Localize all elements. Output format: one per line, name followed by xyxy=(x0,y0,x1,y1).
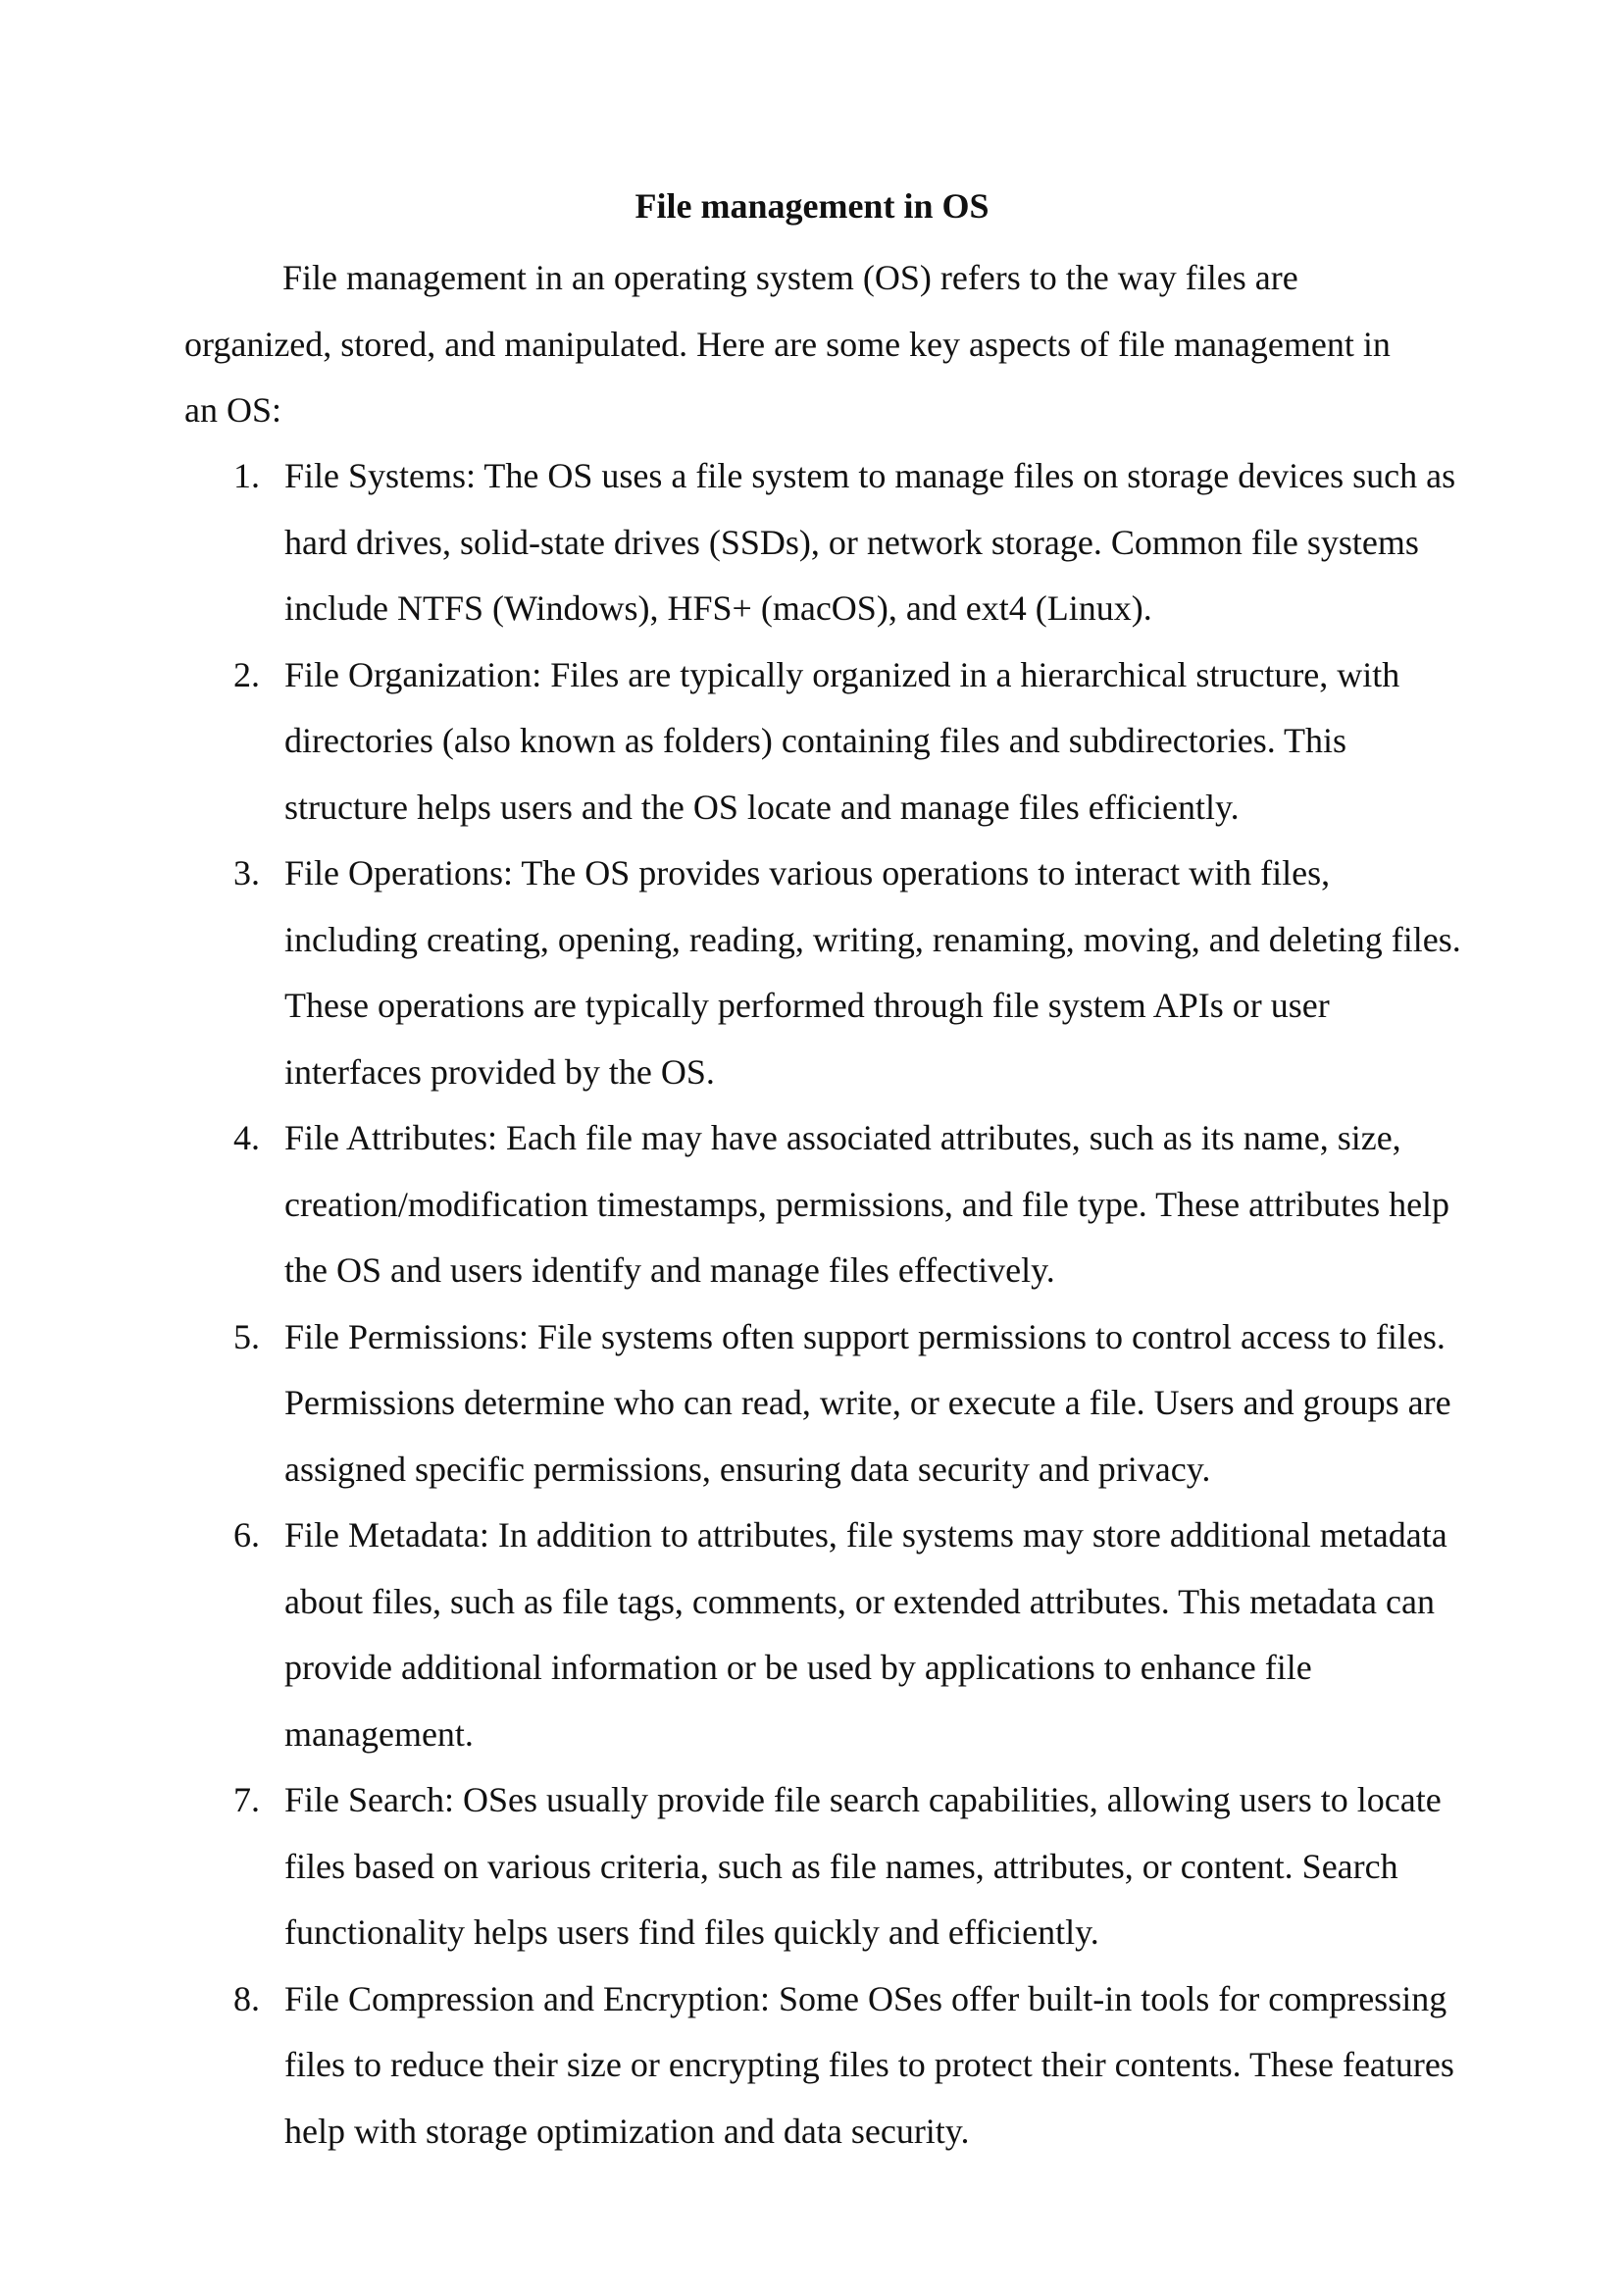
list-item-number: 7. xyxy=(233,1780,260,1819)
list-item xyxy=(0,1304,1461,1504)
list-item xyxy=(0,1503,1461,1767)
intro-paragraph: File management in an operating system (OS) refers to the way files are organized, stored, and manipulated. Here are some key aspects of file management in an OS: xyxy=(184,258,1391,430)
list-item-number: 1. xyxy=(233,456,260,495)
list-item-text: File Compression and Encryption: Some OSes offer built-in tools for compressing files to reduce their size or encrypting files to protect their contents. These features help with storage optimization and data security. xyxy=(284,1978,1454,2151)
list-item-text: File Systems: The OS uses a file system to manage files on storage devices such as hard drives, solid-state drives (SSDs), or network storage. Common file systems include NTFS (Windows), HFS+ (macOS), and ext4 (Linux). xyxy=(284,456,1456,628)
list-item xyxy=(0,1966,1461,2166)
list-item-text: File Search: OSes usually provide file search capabilities, allowing users to locate files based on various criteria, such as file names, attributes, or content. Search functionality helps users find files quickly and efficiently. xyxy=(284,1780,1442,1952)
list-item-text: File Organization: Files are typically organized in a hierarchical structure, with directories (also known as folders) containing files and subdirectories. This structure helps users and the OS locate and manage files efficiently. xyxy=(284,654,1400,827)
list-item xyxy=(0,443,1461,642)
list-item-text: File Attributes: Each file may have associated attributes, such as its name, size, creation/modification timestamps, permissions, and file type. These attributes help the OS and users identify and manage files effectively. xyxy=(284,1118,1450,1290)
list-item-number: 4. xyxy=(233,1118,260,1157)
list-item-text: File Permissions: File systems often support permissions to control access to files. Permissions determine who can read, write, or execute a file. Users and groups are assigned specific permissions, ensuring data security and privacy. xyxy=(284,1316,1451,1489)
list-item-text: File Metadata: In addition to attributes, file systems may store additional metadata about files, such as file tags, comments, or extended attributes. This metadata can provide additional information or be used by applications to enhance file management. xyxy=(284,1515,1447,1754)
document-title: File management in OS xyxy=(634,186,990,226)
list-item-text: File Operations: The OS provides various operations to interact with files, including creating, opening, reading, writing, renaming, moving, and deleting files. These operations are typically performed through file system APIs or user interfaces provided by the OS. xyxy=(284,853,1461,1092)
list-item xyxy=(0,1767,1461,1966)
aspects-list xyxy=(0,443,1461,2165)
list-item xyxy=(0,1105,1461,1304)
list-item-number: 6. xyxy=(233,1515,260,1555)
list-item xyxy=(0,841,1461,1105)
list-item-number: 8. xyxy=(233,1978,260,2018)
list-item-number: 2. xyxy=(233,654,260,694)
list-item xyxy=(0,642,1461,841)
list-item-number: 3. xyxy=(233,853,260,892)
list-item-number: 5. xyxy=(233,1316,260,1356)
